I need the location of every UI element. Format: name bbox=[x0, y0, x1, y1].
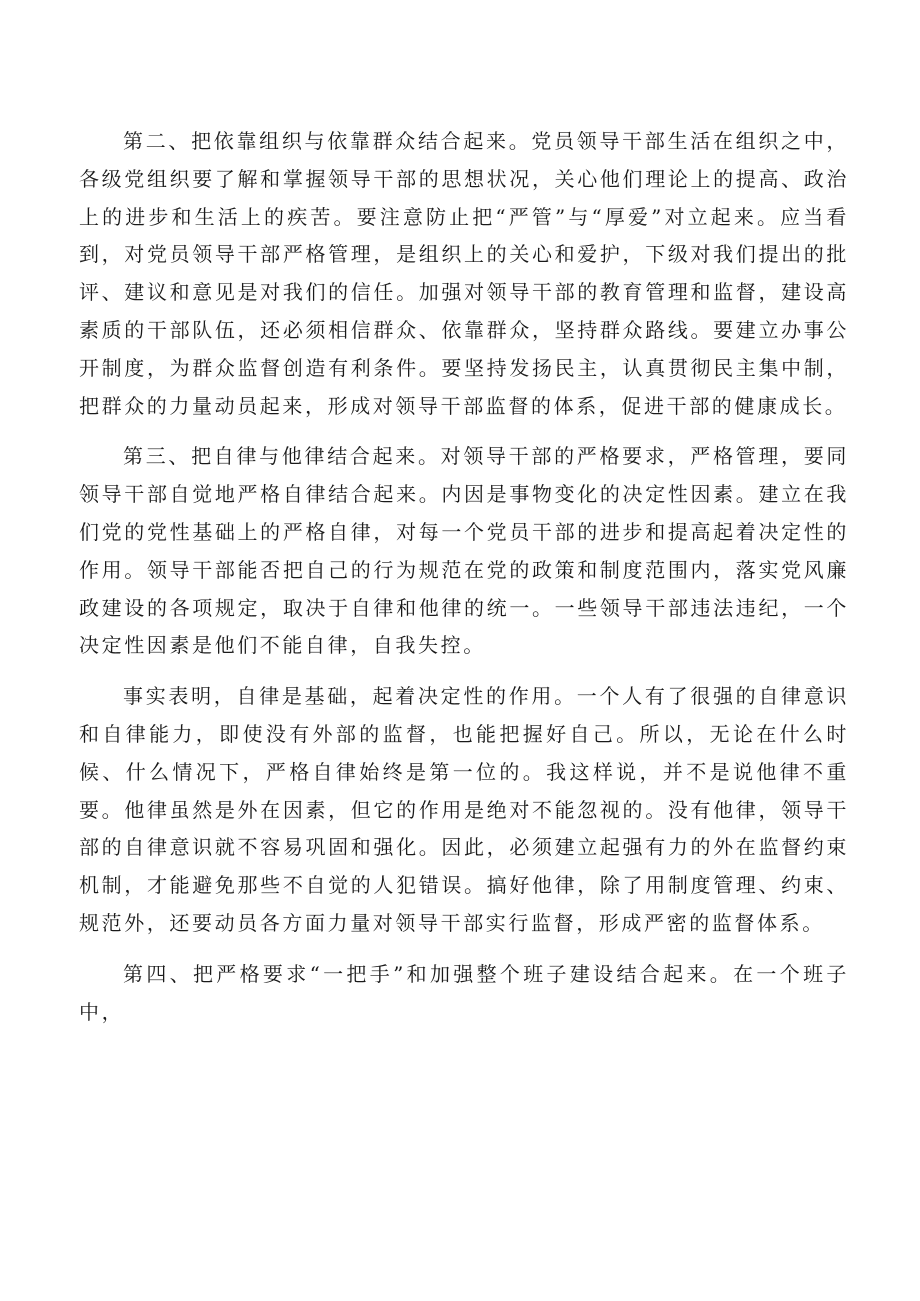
document-body bbox=[79, 123, 849, 1031]
paragraph-fourth-point: 第四、把严格要求“一把手”和加强整个班子建设结合起来。在一个班子中， bbox=[79, 961, 849, 1024]
paragraph-third-point: 第三、把自律与他律结合起来。对领导干部的严格要求，严格管理，要同领导干部自觉地严格自律结合起来。内因是事物变化的决定性因素。建立在我们党的党性基础上的严格自律，对每一个党员干部的进步和提高起着决定性的作用。领导干部能否把自己的行为规范在党的政策和制度范围内，落实党风廉政建设的各项规定，取决于自律和他律的统一。一些领导干部违法违纪，一个决定性因素是他们不能自律，自我失控。 bbox=[79, 444, 849, 658]
paragraph-second-point: 第二、把依靠组织与依靠群众结合起来。党员领导干部生活在组织之中，各级党组织要了解和掌握领导干部的思想状况，关心他们理论上的提高、政治上的进步和生活上的疾苦。要注意防止把“严管”与“厚爱”对立起来。应当看到，对党员领导干部严格管理，是组织上的关心和爱护，下级对我们提出的批评、建议和意见是对我们的信任。加强对领导干部的教育管理和监督，建设高素质的干部队伍，还必须相信群众、依靠群众，坚持群众路线。要建立办事公开制度，为群众监督创造有利条件。要坚持发扬民主，认真贯彻民主集中制，把群众的力量动员起来，形成对领导干部监督的体系，促进干部的健康成长。 bbox=[79, 129, 849, 418]
paragraph-facts-show: 事实表明，自律是基础，起着决定性的作用。一个人有了很强的自律意识和自律能力，即使没有外部的监督，也能把握好自己。所以，无论在什么时候、什么情况下，严格自律始终是第一位的。我这样说，并不是说他律不重要。他律虽然是外在因素，但它的作用是绝对不能忽视的。没有他律，领导干部的自律意识就不容易巩固和强化。因此，必须建立起强有力的外在监督约束机制，才能避免那些不自觉的人犯错误。搞好他律，除了用制度管理、约束、规范外，还要动员各方面力量对领导干部实行监督，形成严密的监督体系。 bbox=[79, 684, 849, 935]
